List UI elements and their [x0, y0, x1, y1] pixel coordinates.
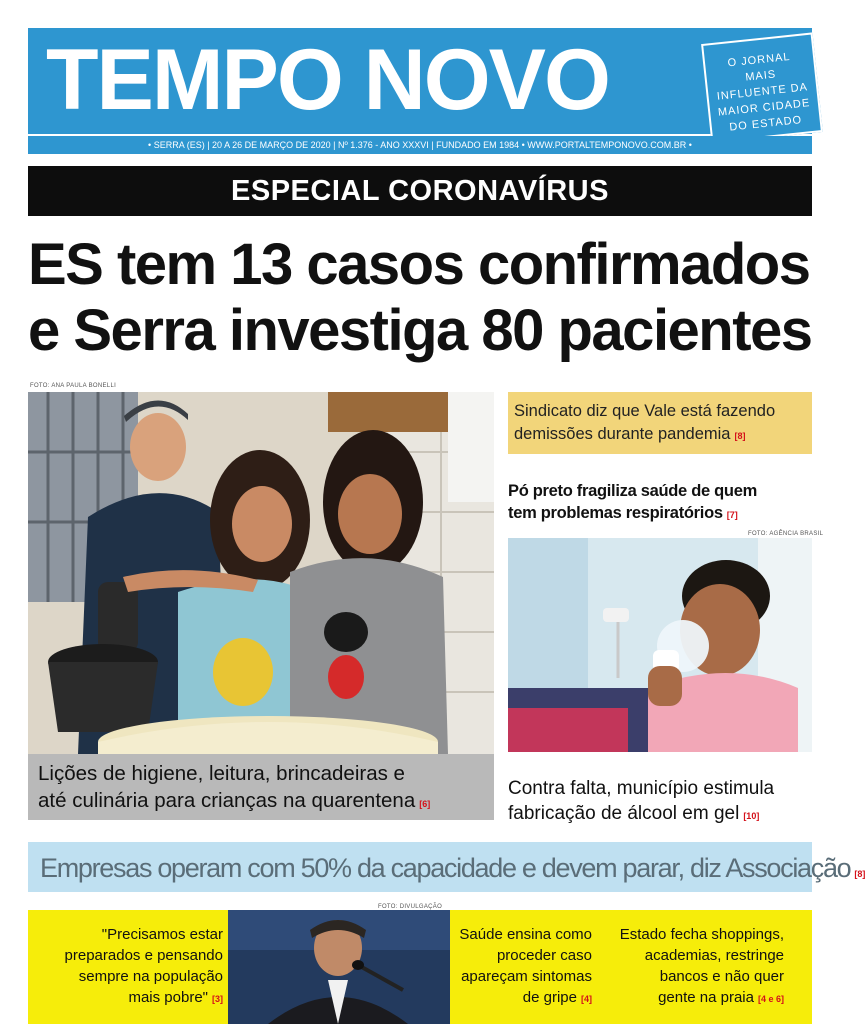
vale-line-1: Sindicato diz que Vale está fazendo	[514, 402, 776, 420]
po-line-2	[508, 502, 812, 526]
slogan-line: MAIOR CIDADE	[717, 97, 811, 119]
estado-line-text: gente na praia	[658, 989, 754, 1006]
main-photo-kitchen	[28, 392, 494, 754]
quote-line: preparados e pensando	[64, 947, 223, 964]
alcool-story-caption[interactable]	[508, 776, 812, 829]
caption-text	[38, 760, 488, 818]
alcool-line-1: Contra falta, município estimula	[508, 778, 775, 799]
slogan-line: INFLUENTE DA	[716, 81, 809, 103]
quote-line	[28, 987, 223, 1010]
estado-line: academias, restringe	[644, 947, 784, 964]
side-photo-nebulizer	[508, 538, 812, 752]
kitchen-illustration	[28, 392, 494, 754]
bottom-strip	[28, 904, 812, 1024]
slogan-line: MAIS	[744, 68, 777, 84]
caption-line-2	[38, 787, 488, 818]
edition-info: • SERRA (ES) | 20 A 26 DE MARÇO DE 2020 | Nº 1.376 - ANO XXXVI | FUNDADO EM 1984 • WWW.PORTALTEMPONOVO.COM.BR •	[28, 136, 812, 154]
photo-credit: FOTO: ANA PAULA BONELLI	[30, 383, 117, 389]
masthead	[28, 28, 812, 134]
slogan-stamp	[701, 32, 823, 143]
estado-line	[606, 987, 784, 1010]
alcool-line-2-text: fabricação de álcool em gel	[508, 803, 740, 824]
caption-line-1: Lições de higiene, leitura, brincadeiras e	[38, 762, 405, 785]
main-story-caption[interactable]	[28, 754, 494, 820]
slogan-line: O JORNAL	[727, 50, 792, 70]
page-ref: [8]	[854, 869, 865, 879]
po-line-1: Pó preto fragiliza saúde de quem	[508, 482, 757, 500]
saude-line: proceder caso	[496, 947, 592, 964]
slogan-line: DO ESTADO	[728, 114, 803, 134]
alcool-line-2	[508, 801, 812, 829]
vale-line-2-text: demissões durante pandemia	[514, 425, 731, 443]
page-ref: [10]	[743, 811, 760, 821]
po-line-2-text: tem problemas respiratórios	[508, 504, 723, 522]
headline-line-1: ES tem 13 casos confirmados	[28, 232, 810, 297]
caption-line-2-text: até culinária para crianças na quarentena	[38, 789, 416, 812]
newspaper-title: TEMPO NOVO	[46, 32, 609, 128]
quote-line: "Precisamos estar	[101, 926, 223, 943]
empresas-banner[interactable]	[28, 842, 865, 892]
estado-line: bancos e não quer	[659, 968, 784, 985]
saude-line: apareçam sintomas	[461, 968, 592, 985]
page-ref: [3]	[212, 994, 223, 1004]
banner-text	[40, 853, 865, 889]
saude-story[interactable]	[458, 924, 592, 1010]
page-ref: [7]	[726, 510, 738, 520]
quote-line-text: mais pobre"	[128, 989, 208, 1006]
speaker-illustration	[228, 910, 450, 1024]
banner-text-main: Empresas operam com 50% da capacidade e devem parar, diz Associação	[40, 853, 851, 883]
saude-line: Saúde ensina como	[459, 926, 592, 943]
photo-credit: FOTO: DIVULGAÇÃO	[378, 904, 443, 910]
estado-story[interactable]	[606, 924, 784, 1010]
vale-story-box[interactable]	[508, 392, 812, 454]
saude-line-text: de gripe	[522, 989, 577, 1006]
section-label: ESPECIAL CORONAVÍRUS	[28, 166, 812, 216]
vale-story-text	[514, 400, 775, 448]
po-preto-headline[interactable]	[508, 480, 812, 526]
photo-credit: FOTO: AGÊNCIA BRASIL	[748, 531, 824, 537]
hospital-illustration	[508, 538, 812, 752]
estado-line: Estado fecha shoppings,	[619, 926, 784, 943]
page-ref: [6]	[419, 799, 431, 809]
saude-line	[458, 987, 592, 1010]
page-ref: [8]	[734, 431, 746, 441]
vale-line-2	[514, 423, 775, 448]
page-ref: [4 e 6]	[757, 994, 784, 1004]
quote-story[interactable]	[28, 924, 223, 1010]
bottom-photo-speaker	[228, 910, 450, 1024]
quote-line: sempre na população	[78, 968, 223, 985]
headline-line-2-text: e Serra investiga 80 pacientes	[28, 298, 812, 363]
page-ref: [4]	[581, 994, 592, 1004]
